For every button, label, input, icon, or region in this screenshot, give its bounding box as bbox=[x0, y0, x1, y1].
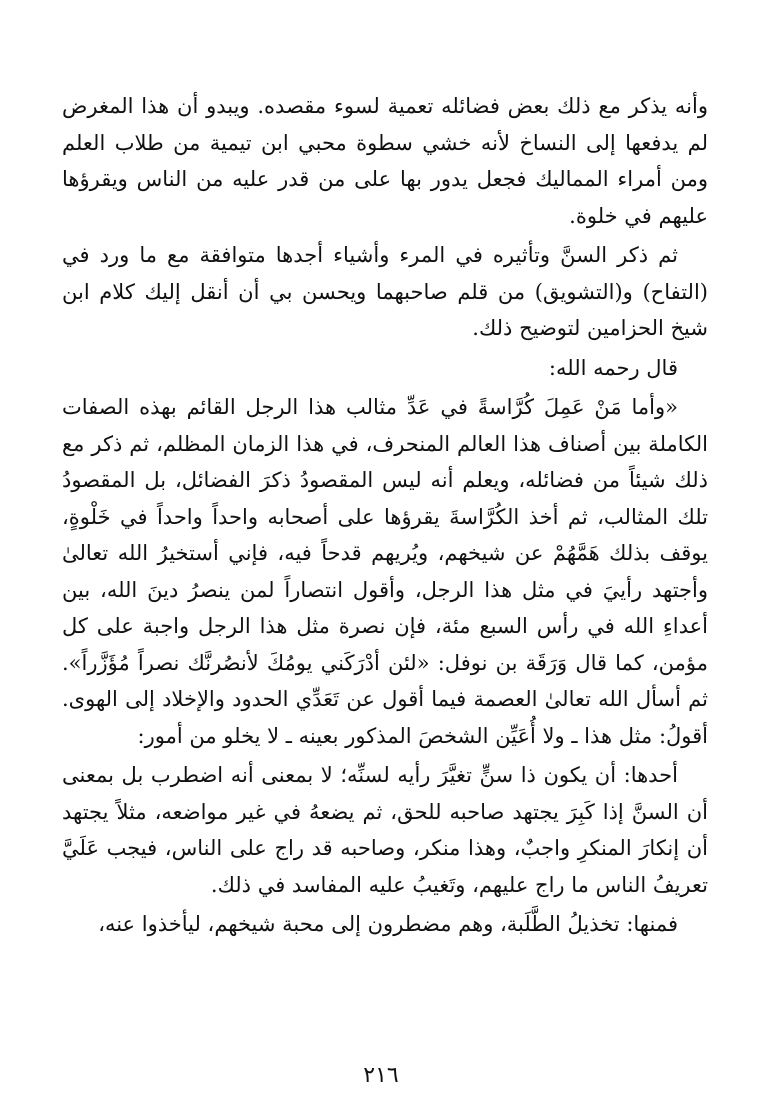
paragraph-age: ثم ذكر السنَّ وتأثيره في المرء وأشياء أجدها متوافقة مع ما ورد في (التفاح) و(التشويق) من قلم صاحبهما ويحسن بي أن أنقل إليك كلام ابن شيخ الحزامين لتوضيح ذلك. bbox=[62, 243, 708, 340]
paragraph-intro: وأنه يذكر مع ذلك بعض فضائله تعمية لسوء مقصده. ويبدو أن هذا المغرض لم يدفعها إلى النساخ لأنه خشي سطوة محبي ابن تيمية من طلاب العلم ومن أمراء المماليك فجعل يدور بها على من قدر عليه من الناس ويقرؤها عليهم في خلوة. bbox=[62, 94, 708, 228]
quote-heading: قال رحمه الله: bbox=[548, 355, 678, 380]
paragraph-first-reason: أحدها: أن يكون ذا سنٍّ تغيَّرَ رأيه لسنِّه؛ لا بمعنى أنه اضطرب بل بمعنى أن السنَّ إذا كَبِرَ يجتهد صاحبه للحق، ثم يضعهُ في غير مواضعه، مثلاً يجتهد أن إنكارَ المنكرِ واجبٌ، وهذا منكر، وصاحبه قد راج على الناس، فيجب عَلَيَّ تعريفُ الناس ما راج عليهم، وتَغيبُ عليه المفاسد في ذلك. bbox=[62, 763, 708, 897]
document-page bbox=[62, 88, 708, 943]
page-number: ٢١٦ bbox=[363, 1063, 399, 1088]
paragraph-quote: «وأما مَنْ عَمِلَ كُرَّاسةً في عَدِّ مثالب هذا الرجل القائم بهذه الصفات الكاملة بين أصناف هذا العالم المنحرف، في هذا الزمان المظلم، ثم ذكر مع ذلك شيئاً من فضائله، ويعلم أنه ليس المقصودُ ذكرَ الفضائل، بل المقصودُ تلك المثالب، ثم أخذ الكُرَّاسةَ يقرؤها على أصحابه واحداً واحداً في خَلْوةٍ، يوقف بذلك هَمَّهُمْ عن شيخهم، ويُريهم قدحاً فيه، فإني أستخيرُ الله تعالىٰ وأجتهد رأييَ في مثل هذا الرجل، وأقول انتصاراً لمن ينصرُ دينَ الله، بين أعداءِ الله في رأس السبع مئة، فإن نصرة مثل هذا الرجل واجبة على كل مؤمن، كما قال وَرَقَة بن نوفل: «لئن أدْرَكَني يومُكَ لأنصُرنَّك نصراً مُؤَزَّراً». ثم أسأل الله تعالىٰ العصمة فيما أقول عن تَعَدِّي الحدود والإخلاد إلى الهوى. أقولُ: مثل هذا ـ ولا أُعَيِّن الشخصَ المذكور بعينه ـ لا يخلو من أمور: bbox=[62, 395, 708, 748]
paragraph-students: فمنها: تخذيلُ الطَّلَبة، وهم مضطرون إلى محبة شيخهم، ليأخذوا عنه، bbox=[98, 912, 678, 936]
